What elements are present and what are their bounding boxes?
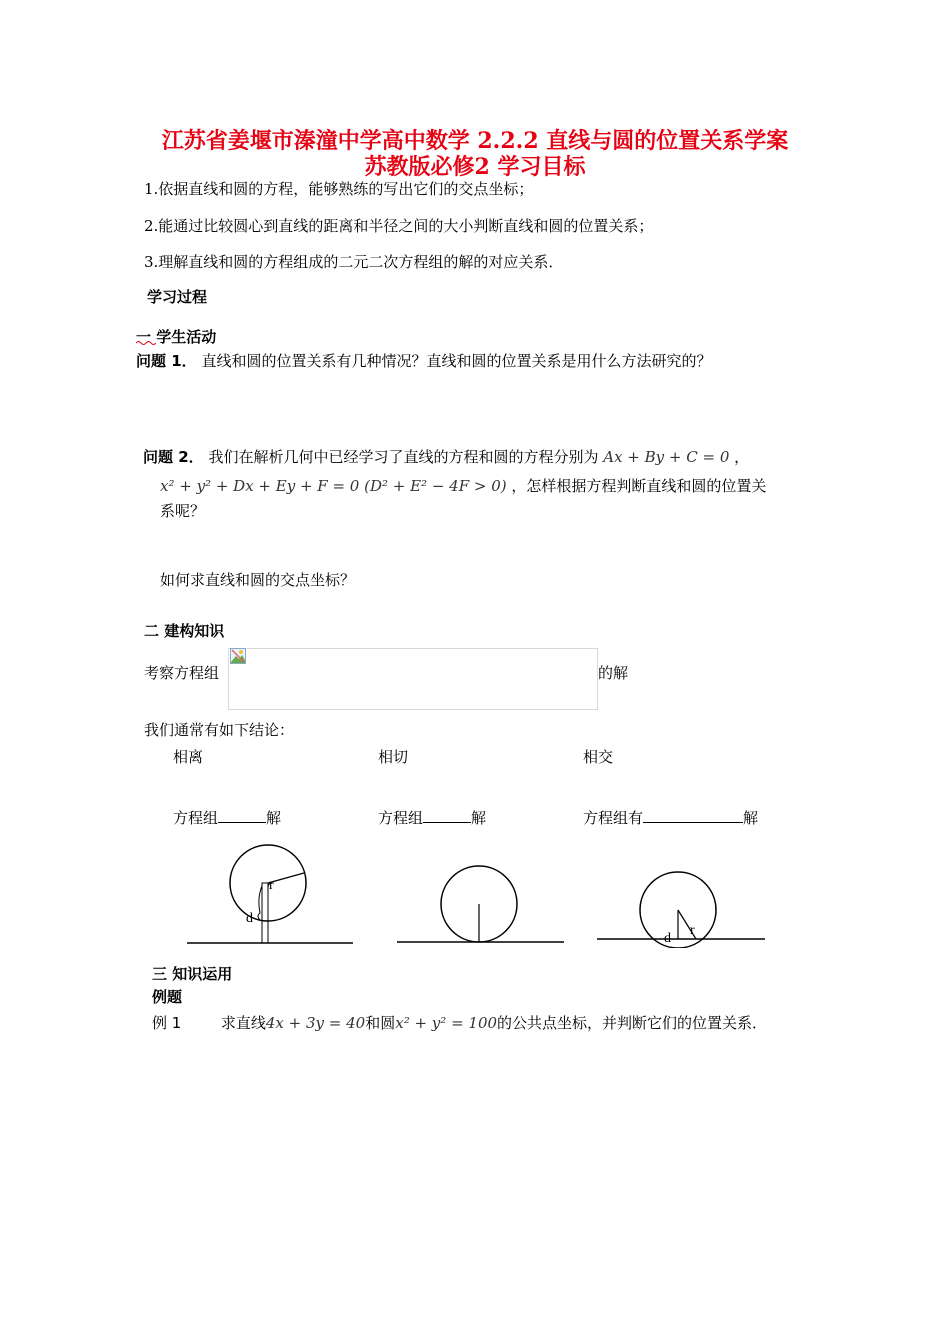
example-1-text-a: 求直线 bbox=[220, 1014, 266, 1032]
example-heading: 例题 bbox=[152, 988, 183, 1006]
eq-suffix: 解 bbox=[743, 809, 759, 827]
document-title-line1: 江苏省姜堰市溱潼中学高中数学 2.2.2 直线与圆的位置关系学案 bbox=[161, 128, 789, 154]
question-1-label: 问题 1． bbox=[136, 352, 197, 370]
example-1-circle-equation: x² + y² = 100 bbox=[395, 1014, 498, 1032]
case-intersect-equation bbox=[583, 807, 758, 828]
brace-mark bbox=[258, 886, 262, 920]
process-heading: 学习过程 bbox=[147, 288, 208, 306]
consider-suffix: 的解 bbox=[598, 664, 629, 682]
spellcheck-squiggle bbox=[136, 341, 156, 345]
eq-suffix: 解 bbox=[471, 809, 487, 827]
question-1-text: 直线和圆的位置关系有几种情况？直线和圆的位置关系是用什么方法研究的？ bbox=[201, 352, 712, 370]
eq-suffix: 解 bbox=[266, 809, 282, 827]
question-3: 如何求直线和圆的交点坐标？ bbox=[160, 571, 356, 589]
goal-3: 3.理解直线和圆的方程组成的二元二次方程组的解的对应关系． bbox=[144, 253, 564, 271]
case-separate-label: 相离 bbox=[173, 748, 204, 766]
answer-blank bbox=[643, 808, 743, 823]
example-1-line-equation: 4x + 3y = 40 bbox=[265, 1014, 366, 1032]
diagram-separate bbox=[180, 838, 360, 948]
question-2-label: 问题 2． bbox=[143, 448, 204, 466]
section1-heading: 一 学生活动 bbox=[136, 328, 217, 346]
distance-label: d bbox=[664, 931, 671, 946]
example-1 bbox=[152, 1012, 767, 1033]
diagram-tangent bbox=[390, 838, 570, 948]
line-equation: Ax + By + C = 0 bbox=[603, 448, 730, 466]
answer-blank bbox=[423, 808, 471, 823]
document-title-line2: 苏教版必修2 学习目标 bbox=[364, 154, 586, 180]
section2-heading: 二 建构知识 bbox=[144, 622, 225, 640]
question-2-text-b: ，怎样根据方程判断直线和圆的位置关 bbox=[511, 477, 767, 495]
case-tangent-label: 相切 bbox=[378, 748, 409, 766]
eq-prefix: 方程组有 bbox=[583, 809, 644, 827]
conclusion-text: 我们通常有如下结论： bbox=[144, 721, 295, 739]
eq-prefix: 方程组 bbox=[173, 809, 219, 827]
distance-bracket bbox=[262, 883, 268, 943]
distance-label: d bbox=[246, 911, 253, 926]
question-1 bbox=[136, 350, 711, 371]
diagram-intersect bbox=[590, 838, 770, 948]
case-tangent-equation bbox=[378, 807, 486, 828]
equation-system-image bbox=[228, 648, 598, 710]
answer-blank bbox=[218, 808, 266, 823]
case-separate-equation bbox=[173, 807, 281, 828]
question-2-line2 bbox=[160, 475, 766, 496]
example-1-label: 例 1 bbox=[152, 1014, 182, 1032]
question-2-text-a: 我们在解析几何中已经学习了直线的方程和圆的方程分别为 bbox=[208, 448, 599, 466]
circle-equation: x² + y² + Dx + Ey + F = 0 (D² + E² − 4F > 0) bbox=[160, 477, 507, 495]
eq-prefix: 方程组 bbox=[378, 809, 424, 827]
goal-2: 2.能通过比较圆心到直线的距离和半径之间的大小判断直线和圆的位置关系； bbox=[144, 217, 654, 235]
case-intersect-label: 相交 bbox=[583, 748, 614, 766]
radius-label: r bbox=[690, 923, 695, 938]
broken-image-icon bbox=[230, 648, 246, 664]
goal-1: 1.依据直线和圆的方程，能够熟练的写出它们的交点坐标； bbox=[144, 180, 534, 198]
question-2-line1 bbox=[143, 446, 749, 467]
section3-heading: 三 知识运用 bbox=[152, 965, 233, 983]
consider-prefix: 考察方程组 bbox=[144, 664, 220, 682]
example-1-text-c: 的公共点坐标，并判断它们的位置关系． bbox=[497, 1014, 768, 1032]
question-2-comma: ， bbox=[734, 448, 750, 466]
example-1-text-b: 和圆 bbox=[365, 1014, 396, 1032]
radius-label: r bbox=[269, 878, 274, 893]
question-2-text-c: 系呢？ bbox=[160, 502, 206, 520]
